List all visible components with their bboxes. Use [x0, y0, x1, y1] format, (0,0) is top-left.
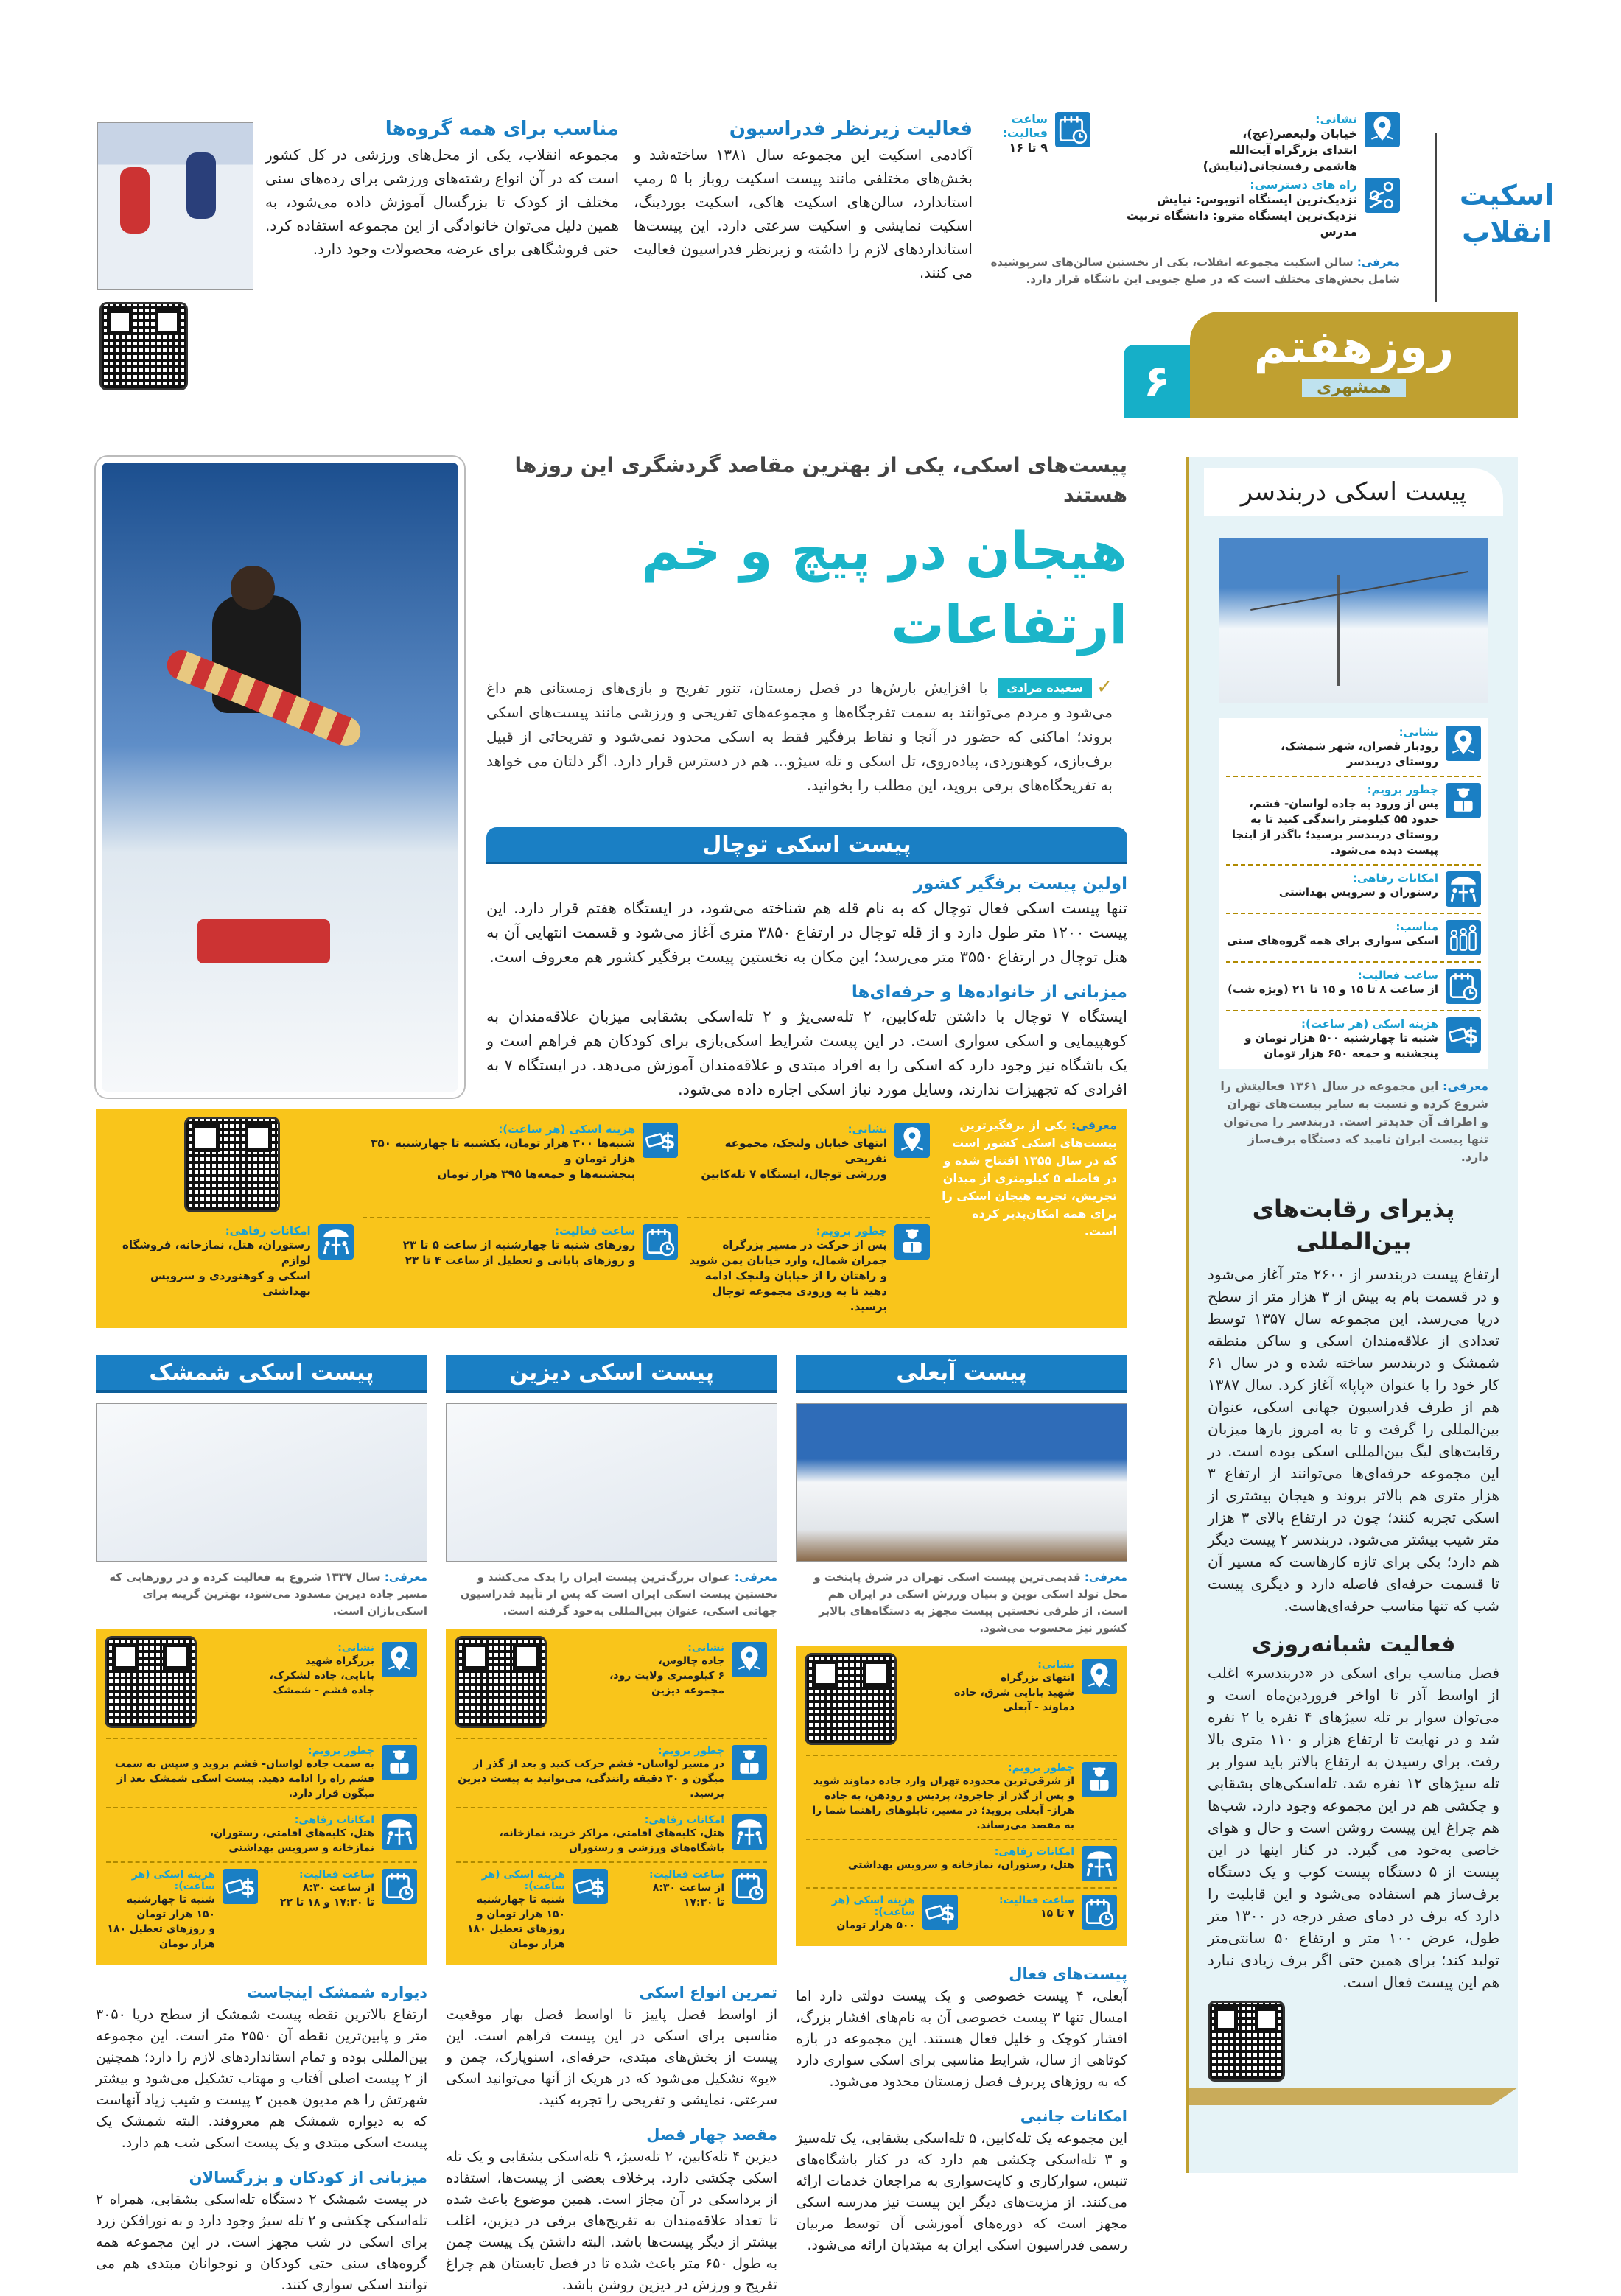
info-item [1226, 720, 1481, 777]
sidebar-title: پیست اسکی دربندسر [1240, 477, 1467, 507]
calendar-clock-icon [732, 1869, 767, 1904]
info-label: نشانی: [1398, 726, 1438, 739]
info-value: نزدیک‌ترین ایستگاه اتوبوس: نیایش نزدیک‌ترین ایستگاه مترو: دانشگاه تربیت مدرس [1126, 192, 1357, 239]
info-value: شنبه تا چهارشنبه ۱۵۰ هزار تومان و روزهای تعطیل ۱۸۰ هزار تومان [107, 1894, 215, 1950]
info-value: در مسیر لواسان- فشم حرکت کنید و بعد از گذر از میگون و ۳۰ دقیقه رانندگی، می‌توانید به پیست دیزین برسید. [458, 1758, 724, 1800]
section-heading: میزبانی از خانواده‌ها و حرفه‌ای‌ها [851, 983, 1127, 1002]
columns-row [96, 1355, 1127, 2296]
route-map-icon [1365, 178, 1400, 213]
sidebar-text-2: فصل مناسب برای اسکی در «دربندسر» اغلب از اواسط آذر تا اواخر فروردین‌ماه است و می‌توان سوار بر تله سیژهای ۴ نفره یا ۲ نفره شد و در نهایت تا ارتفاع هزار و ۱۱۰ متری بالا رفت. برای رسیدن به ارتفاع بالاتر باید سوار بر تله سیژهای ۱۲ نفره شد. تله‌اسکی‌های بشقابی و چکشی هم در این مجموعه وجود دارد. شب‌ها هم چراغ این پیست روشن است و حال و هوای خاصی به‌خود می گیرد. در کنار اینها در این پیست از ۵ دستگاه پیست کوب و یک دستگاه برف‌ساز هم استفاده می‌شود و این قابلیت را دارد که برف در دمای صفر درجه در ۱۳۰۰ متر طول، عرض ۱۰۰ متر و ارتفاع ۵۰ سانتی‌متر تولید کند؛ برای همین حتی اگر برف زیادی نبارد هم این پیست فعال است. [1208, 1664, 1500, 1991]
section-heading: تمرین انواع اسکی [639, 1984, 777, 2001]
column-qr-code[interactable] [455, 1636, 547, 1728]
info-text [456, 1814, 724, 1856]
section-text: مجموعه انقلاب، یکی از محل‌های ورزشی در کل کشور است که در آن انواع رشته‌های ورزشی برای رده‌های سنی مختلف از کودک تا بزرگسال آموزش داده می‌شود، به همین دلیل می‌توان خانوادگی از این مجموعه استفاده کرد. حتی فروشگاهی برای عرضه محصولات وجود دارد. [265, 146, 619, 258]
info-label: نشانی: [687, 1642, 724, 1654]
column-dizin [446, 1355, 777, 2296]
intro-label: معرفی: [734, 1570, 777, 1584]
info-value: پس از حرکت در مسیر بزرگراه چمران شمال، وارد خیابان یمن شوید و راهتان را از خیابان ولنجک ادامه دهید تا به ورودی مجموعه توچال برسید. [689, 1238, 887, 1313]
info-value: بزرگراه شهید بابایی، جاده لشکرک، جاده فشم - شمشک [269, 1655, 374, 1696]
location-pin-icon [1082, 1659, 1117, 1694]
info-value: هتل، رستوران، نمازخانه و سرویس بهداشتی [847, 1859, 1074, 1871]
intro-label: معرفی: [1356, 256, 1400, 269]
page-number-badge: ۶ [1124, 345, 1190, 418]
sidebar-info [1219, 718, 1488, 1069]
sidebar-heading-1: پذیرای رقابت‌های بین‌المللی [1252, 1195, 1455, 1255]
tochal-intro [940, 1117, 1117, 1321]
section-text: از اواسط فصل پاییز تا اواسط فصل بهار موقعیت مناسبی برای اسکی در این پیست فراهم است. این پیست از بخش‌های مبتدی، حرفه‌ای، اسنوپارک، چمن و «یو» تشکیل می‌شود که در هریک از آنها می‌توانید اسکی سرعتی، نمایشی و تفریحی را تجربه کنید. [446, 2007, 777, 2108]
info-item [1226, 1011, 1481, 1067]
info-label: چطور برویم: [1367, 783, 1438, 796]
tochal-info-box [96, 1109, 1127, 1328]
info-value: ۹ تا ۱۶ [1009, 141, 1048, 155]
info-label: چطور برویم: [1008, 1762, 1074, 1774]
snowboarder-photo [96, 457, 464, 1098]
svg-text:$: $ [590, 1875, 606, 1900]
section-text: در پیست شمشک ۲ دستگاه تله‌اسکی بشقابی، همراه ۲ تله‌اسکی چکشی و ۲ تله سیژ وجود دارد و به نورافکن زرد برای اسکی در شب مجهز است. در این مجموعه همه گروه‌های سنی حتی کودکان و نوجوانان مبتدی هم می توانند اسکی سواری کنند. [96, 2191, 427, 2293]
info-text [1226, 726, 1438, 770]
info-text [106, 1745, 374, 1801]
info-item [363, 1117, 679, 1218]
info-value: از شرقی‌ترین محدوده تهران وارد جاده دماوند شوید و پس از گذر از جاجرود، پردیس و رودهن، به جاده هراز- آبعلی بروید؛ در مسیر، تابلوهای راهنما شما را به مقصد می‌رساند. [812, 1775, 1074, 1831]
sidebar-title-bubble [1204, 468, 1503, 516]
darbandsar-photo [1219, 538, 1488, 703]
info-label: هزینه اسکی (هر ساعت): [831, 1895, 915, 1918]
traveler-map-icon [894, 1224, 930, 1260]
calendar-clock-icon [1055, 112, 1090, 147]
amenities-umbrella-icon [1082, 1846, 1117, 1881]
info-item [965, 1889, 1117, 1939]
hours-cost-row [106, 1863, 417, 1957]
ticket-cost-icon [922, 1895, 958, 1930]
info-value: خیابان ولیعصر(عج)، ابتدای بزرگراه آیت‌الله هاشمی رفسنجانی(نیایش) [1202, 127, 1357, 173]
info-item [1226, 866, 1481, 914]
info-label: امکانات رفاهی: [994, 1846, 1074, 1858]
author-badge-wrap [998, 676, 1113, 698]
info-item [806, 1840, 1117, 1889]
section-text: آبعلی، ۴ پیست خصوصی و یک پیست دولتی دارد اما امسال تنها ۳ پیست خصوصی آن به نام‌های افشار بزرگ، افشار کوچک و خلیل فعال هستند. این مجموعه در بازه کوتاهی از سال، شرایط مناسبی برای اسکی سواری دارد که به روزهای پربرف فصل زمستان محدود می‌شود. [796, 1988, 1128, 2090]
column-header: پیست اسکی دیزین [446, 1355, 777, 1393]
info-label: نشانی: [1315, 112, 1357, 126]
amenities-umbrella-icon [318, 1224, 354, 1260]
amenities-umbrella-icon [1446, 871, 1481, 907]
intro-label: معرفی: [1071, 1118, 1117, 1132]
info-text [1226, 920, 1438, 949]
tochal-body [486, 874, 1127, 1102]
ticket-cost-icon [573, 1869, 608, 1904]
info-text [456, 1745, 724, 1801]
info-item [987, 110, 1090, 158]
info-text [456, 1869, 565, 1951]
ticket-cost-icon [223, 1869, 258, 1904]
info-label: ساعت فعالیت: [649, 1869, 724, 1881]
info-value: به سمت جاده لواسان- فشم بروید و سپس به سمت فشم راه را ادامه دهید. پیست اسکی شمشک بعد از میگون قرار دارد. [114, 1758, 374, 1800]
calendar-clock-icon [382, 1869, 417, 1904]
info-item [106, 1739, 417, 1808]
section-text: ارتفاع بالاترین نقطه پیست شمشک از سطح دریا ۳۰۵۰ متر و پایین‌ترین نقطه آن ۲۵۵۰ متر است. این مجموعه بین‌المللی بوده و تمام استانداردهای لازم را دارد؛ همچنین از ۲ پیست اصلی آفتاب و مهتاب تشکیل می‌شود و بیشتر شهرتش را هم مدیون همین ۲ پیست و شیب زیاد آنهاست که به دیواره شمشک هم معروفند. البته شمشک یک پیست اسکی مبتدی و یک پیست اسکی شب هم دارد. [96, 2007, 427, 2151]
sidebar-qr-code[interactable] [1208, 2001, 1285, 2082]
info-label: هزینه اسکی (هر ساعت): [1301, 1017, 1438, 1031]
svg-text:$: $ [940, 1900, 956, 1926]
section-heading: دیواره شمشک اینجاست [246, 1984, 427, 2001]
info-item [1098, 110, 1400, 176]
info-label: امکانات رفاهی: [294, 1814, 374, 1826]
author-badge: سعیده مرادی [998, 678, 1092, 698]
info-item [687, 1218, 930, 1321]
intro-text: عنوان بزرگ‌ترین پیست ایران را یدک می‌کشد و نخستین پیست اسکی ایران است که پس از تأیید فدراسیون جهانی اسکی، عنوان بین‌المللی به‌خود گرفته است. [460, 1570, 777, 1618]
ticket-cost-icon [1446, 1017, 1481, 1053]
family-group-icon [1446, 920, 1481, 955]
info-label: چطور برویم: [658, 1745, 724, 1757]
info-text [363, 1123, 636, 1182]
column-info-box [796, 1646, 1127, 1946]
calendar-clock-icon [1446, 969, 1481, 1004]
section-heading: مناسب برای همه گروه‌ها [385, 118, 619, 140]
location-pin-icon [1365, 112, 1400, 147]
location-pin-icon [382, 1642, 417, 1677]
traveler-map-icon [1082, 1762, 1117, 1797]
info-text [806, 1895, 915, 1933]
intro-label: معرفی: [1084, 1570, 1127, 1584]
info-value: از ساعت ۸:۳۰ تا ۱۷:۳۰ و ۱۸ تا ۲۲ [279, 1882, 374, 1909]
section-heading: امکانات جانبی [1020, 2107, 1127, 2125]
main-flow [96, 451, 1127, 2296]
column-photo [96, 1403, 427, 1562]
section-text: تنها پیست اسکی فعال توچال که به نام قله هم شناخته می‌شود، در ایستگاه هفتم قرار دارد. این پیست ۱۲۰۰ متر طول دارد و از قله توچال در ارتفاع ۳۸۵۰ متری آغاز می‌شود و قسمت انتهایی آن به هتل توچال در ارتفاع ۳۵۵۰ متر می‌رسد؛ این مکان به نخستین پیست برفگیر کشور هم معروف است. [486, 899, 1127, 966]
column-intro [96, 1569, 427, 1620]
main-qr-code[interactable] [184, 1117, 280, 1212]
info-text [909, 1659, 1074, 1715]
column-header: پیست اسکی شمشک [96, 1355, 427, 1393]
skate-section [88, 103, 1621, 302]
info-item [1226, 777, 1481, 866]
svg-text:$: $ [1463, 1023, 1479, 1049]
article-right-column [486, 451, 1127, 1102]
traveler-map-icon [732, 1745, 767, 1780]
hours-cost-row [456, 1863, 767, 1957]
intro-label: معرفی: [1443, 1079, 1488, 1093]
info-label: امکانات رفاهی: [644, 1814, 724, 1826]
tochal-header: پیست اسکی توچال [486, 827, 1127, 864]
info-label: ساعت فعالیت: [1002, 112, 1048, 140]
intro-text: قدیمی‌ترین پیست اسکی تهران در شرق پایتخت و محل تولد اسکی نوین و بنیان ورزش اسکی در ایران هم است. از طرفی نخستین پیست مجهز به دستگاه‌های بالابر کشور نیز محسوب می‌شود. [813, 1570, 1127, 1635]
info-item [106, 1808, 417, 1863]
info-label: چطور برویم: [308, 1745, 374, 1757]
hockey-kids-photo [97, 122, 253, 290]
column-abali [796, 1355, 1127, 2256]
info-text [106, 1814, 374, 1856]
info-text [111, 1224, 311, 1299]
info-item [1226, 914, 1481, 963]
intro-label: معرفی: [384, 1570, 427, 1584]
info-text [1226, 969, 1438, 997]
info-value: شنبه تا چهارشنبه ۵۰۰ هزار تومان و پنجشنبه و جمعه ۶۵۰ هزار تومان [1244, 1031, 1438, 1060]
skate-section-all-groups [265, 118, 619, 261]
info-text [687, 1123, 887, 1182]
location-pin-icon [1446, 726, 1481, 761]
info-value: شنبه‌ها ۳۰۰ هزار تومان، یکشنبه تا چهارشنبه ۳۵۰ هزار تومان و پنجشنبه‌ها و جمعه‌ها ۳۹۵ هزار تومان [371, 1137, 636, 1181]
info-item [615, 1863, 767, 1957]
info-label: امکانات رفاهی: [225, 1224, 311, 1237]
info-item [456, 1863, 608, 1957]
section-heading: مقصد چهار فصل [646, 2126, 777, 2144]
info-item [111, 1218, 354, 1321]
tochal-info-grid [106, 1117, 930, 1321]
column-intro [796, 1569, 1127, 1637]
calendar-clock-icon [1082, 1895, 1117, 1930]
column-qr-code[interactable] [105, 1636, 197, 1728]
column-photo [446, 1403, 777, 1562]
info-text [806, 1762, 1074, 1833]
info-item [806, 1756, 1117, 1840]
info-text [1226, 871, 1438, 900]
info-text [687, 1224, 887, 1315]
info-text [106, 1869, 215, 1951]
info-label: نشانی: [847, 1123, 887, 1136]
info-item [363, 1218, 679, 1321]
info-item [456, 1739, 767, 1808]
info-value: پس از ورود به جاده لواسان- فشم، حدود ۵۵ کیلومتر رانندگی کنید تا به روستای دربندسر برسید؛ باگذر از اینجا پیست دیده می‌شود. [1231, 797, 1438, 857]
intro-text: این مجموعه در سال ۱۳۶۱ فعالیتش را شروع کرده و نسبت به سایر پیست‌های تهران و اطراف آن جدیدتر است. دربندسر را می‌توان تنها پیست ایران نامید که دستگاه برف‌ساز دارد. [1220, 1079, 1488, 1164]
intro-text: یکی از برفگیرترین پیست‌های اسکی کشور است که در سال ۱۳۵۵ افتتاح شده و در فاصله ۵ کیلومتری از میدان تجریش، تجربه هیجان اسکی را برای همه امکان‌پذیر کرده است. [942, 1118, 1117, 1238]
info-label: نشانی: [337, 1642, 374, 1654]
info-value: انتهای بزرگراه شهید بابایی شرق، جاده دماوند - آبعلی [954, 1672, 1074, 1713]
info-value: از ساعت ۸:۳۰ تا ۱۷:۳۰ [652, 1882, 724, 1909]
info-text [1098, 178, 1357, 240]
column-info-box [446, 1629, 777, 1965]
svg-text:$: $ [660, 1128, 676, 1154]
section-text: آکادمی اسکیت این مجموعه سال ۱۳۸۱ ساخته‌شد و بخش‌های مختلفی مانند پیست اسکیت روباز با ۵ رمپ استاندارد، سالن‌های اسکیت هاکی، اسکیت بوردینگ، اسکیت نمایشی و اسکیت سرعتی دارد. این پیست‌ها استانداردهای لازم را داشته و زیرنظر فدراسیون فعالیت می کنند. [634, 146, 973, 281]
info-text [806, 1846, 1074, 1872]
info-value: شنبه تا چهارشنبه ۱۵۰ هزار تومان و روزهای تعطیل ۱۸۰ هزار تومان [466, 1894, 565, 1950]
skate-section-federation [634, 118, 973, 284]
info-label: هزینه اسکی (هر ساعت): [498, 1123, 636, 1136]
info-label: ساعت فعالیت: [555, 1224, 636, 1237]
section-text: این مجموعه یک تله‌کابین، ۵ تله‌اسکی بشقابی، یک تله‌سیژ و ۳ تله‌اسکی چکشی هم دارد که در کنار باشگاه‌های تنیس، سوارکاری و کایت‌سواری به مراجعان خدمات ارائه می‌کنند. از مزیت‌های دیگر این پیست نیز مدرسه اسکی مجهز است که دوره‌های آموزشی آن توسط مربیان رسمی فدراسیون اسکی ایران به مبتدیان ارائه می‌شود. [796, 2130, 1128, 2253]
info-value: روزهای شنبه تا چهارشنبه از ساعت ۵ تا ۲۳ و روزهای پایانی و تعطیل از ساعت ۴ تا ۲۳ [402, 1238, 636, 1267]
column-photo [796, 1403, 1127, 1562]
info-label: ساعت فعالیت: [1357, 969, 1438, 982]
info-value: از ساعت ۸ تا ۱۵ و ۱۵ تا ۲۱ (ویژه شب) [1228, 983, 1438, 996]
info-value: رستوران و سرویس بهداشتی [1278, 885, 1438, 899]
article-lede-block [486, 676, 1127, 798]
info-item [106, 1863, 258, 1957]
location-pin-icon [732, 1642, 767, 1677]
info-text [363, 1224, 636, 1268]
skate-title: اسکیت انقلاب [1459, 179, 1555, 248]
info-value: رستوران، هتل، نمازخانه، فروشگاه لوازم اسکی و کوهنوردی و سرویس بهداشتی [122, 1238, 311, 1298]
info-value: هتل، کلبه‌های اقامتی، رستوران، نمازخانه و سرویس بهداشتی [209, 1828, 374, 1854]
info-value: رودبار قصران، شهر شمشک، روستای دربندسر [1281, 740, 1438, 768]
column-qr-code[interactable] [805, 1653, 897, 1745]
section-text: دیزین ۴ تله‌کابین، ۲ تله‌سیژ، ۹ تله‌اسکی بشقابی و یک تله اسکی چکشی دارد. برخلاف بعضی از پیست‌ها، استفاده از برداسکی در آن مجاز است. همین موضوع باعث شده تا تعداد علاقه‌مندان به تفریح‌های برفی در دیزین، اغلب بیشتر از دیگر پیست‌ها باشد. البته داشتن یک پیست چمن به طول ۶۵۰ متر باعث شده تا در فصل تابستان هم چراغ تفریح و ورزش در دیزین روشن باشد. [446, 2149, 777, 2293]
sidebar-heading-2: فعالیت شبانه‌روزی [1251, 1632, 1456, 1657]
sidebar-darbandsar [1186, 457, 1518, 2173]
section-heading: فعالیت زیرنظر فدراسیون [729, 118, 973, 140]
info-value: هتل، کلبه‌های اقامتی، مراکز خرید، نمازخانه، باشگاه‌های ورزشی و رستوران [499, 1828, 724, 1854]
column-header: پیست آبعلی [796, 1355, 1127, 1393]
column-intro [446, 1569, 777, 1620]
info-text [965, 1895, 1074, 1921]
info-text [615, 1869, 724, 1910]
amenities-umbrella-icon [732, 1814, 767, 1850]
info-value: انتهای خیابان ولنجک، مجموعه تفریحی ورزشی توچال، ایستگاه ۷ تله‌کابین [701, 1137, 887, 1181]
svg-text:$: $ [240, 1875, 256, 1900]
info-item [456, 1808, 767, 1863]
sidebar-footer-bar [1189, 2088, 1518, 2105]
info-item [1226, 963, 1481, 1011]
info-text [1098, 112, 1357, 175]
info-text [1226, 783, 1438, 858]
info-label: ساعت فعالیت: [299, 1869, 374, 1881]
skate-qr-code[interactable] [99, 302, 188, 390]
skate-intro [987, 254, 1400, 288]
traveler-map-icon [382, 1745, 417, 1780]
info-item [265, 1863, 417, 1957]
info-item [1098, 176, 1400, 242]
info-value: ۷ تا ۱۵ [1040, 1908, 1074, 1920]
info-label: راه های دسترسی: [1250, 178, 1357, 192]
article-lede: با افزایش بارش‌ها در فصل زمستان، تنور تفریح و بازی‌های زمستانی هم داغ می‌شود و مردم می‌توانند به سمت تفرجگاه‌ها و مجموعه‌های تفریحی و ورزشی مانند پیست‌های اسکی بروند؛ اماکنی که حضور در آنجا و نقاط برفگیر فقط به اسکی محدود نمی‌شود و تفریحاتی از قبیل برف‌بازی، کوهنوردی، پیاده‌روی، تل اسکی و تله سیژو... هم در دسترس قرار دارد. اگر دلتان می خواهد به تفریحگاه‌های برفی بروید، این مطلب را بخوانید. [486, 679, 1113, 794]
column-shemshak [96, 1355, 427, 2296]
section-heading: میزبانی از کودکان و بزرگسالان [189, 2169, 427, 2186]
ticket-cost-icon [643, 1123, 678, 1158]
info-text [209, 1642, 374, 1698]
intro-text: سالن اسکیت مجموعه انقلاب، یکی از نخستین سالن‌های سرپوشیده شامل بخش‌های مختلف است که در ضلع جنوبی این باشگاه قرار دارد. [990, 256, 1400, 286]
info-label: ساعت فعالیت: [999, 1895, 1074, 1906]
info-value: اسکی سواری برای همه گروه‌های سنی [1226, 934, 1438, 947]
info-label: چطور برویم: [816, 1224, 887, 1237]
info-label: نشانی: [1037, 1659, 1074, 1671]
info-text [559, 1642, 724, 1698]
amenities-umbrella-icon [382, 1814, 417, 1850]
location-pin-icon [894, 1123, 930, 1158]
info-label: هزینه اسکی (هر ساعت): [481, 1869, 565, 1892]
info-value: جاده چالوس، ۶ کیلومتری ولایت رود، مجموعه دیزین [609, 1655, 724, 1696]
info-label: امکانات رفاهی: [1352, 871, 1438, 885]
section-text: ایستگاه ۷ توچال با داشتن تله‌کابین، ۲ تله‌سی‌یژ و ۲ تله‌اسکی بشقابی میزبان علاقه‌مندان به کوهپیمایی و اسکی سواری است. در این پیست شرایط اسکی‌بازی برای کودکان هم فراهم است و یک باشگاه نیز وجود دارد که اسکی را به افراد مبتدی و علاقه‌مندان آموزش می‌دهد. در ایستگاه ۷ به افرادی که تجهیزات ندارند، وسایل مورد نیاز اسکی اجاره داده می‌شود. [486, 1008, 1128, 1098]
traveler-map-icon [1446, 783, 1481, 818]
section-heading: اولین پیست برفگیر کشور [913, 874, 1127, 894]
article-kicker: پیست‌های اسکی، یکی از بهترین مقاصد گردشگری این روزها هستند [514, 453, 1127, 507]
info-value: ۵۰۰ هزار تومان [836, 1920, 915, 1931]
info-label: هزینه اسکی (هر ساعت): [131, 1869, 215, 1892]
checkmark-icon: ✓ [1096, 676, 1113, 698]
info-text [1226, 1017, 1438, 1061]
article-top-row [96, 451, 1127, 1102]
intro-text: سال ۱۳۳۷ شروع به فعالیت کرده و در روزهایی که مسیر جاده دیزین مسدود می‌شود، بهترین گزینه برای اسکی‌بازان است. [109, 1570, 427, 1618]
sidebar-intro [1219, 1078, 1488, 1166]
info-label: مناسب: [1396, 920, 1438, 933]
logo-text: روزهفتم [1253, 320, 1454, 373]
info-item [806, 1889, 958, 1939]
newspaper-logo [1190, 312, 1518, 418]
section-heading: پیست‌های فعال [1009, 1965, 1127, 1983]
skate-divider [1435, 133, 1437, 302]
calendar-clock-icon [643, 1224, 678, 1260]
hours-cost-row [806, 1889, 1117, 1939]
info-text [987, 112, 1048, 156]
logo-subtitle: همشهری [1302, 379, 1406, 397]
info-item [687, 1117, 930, 1218]
column-info-box [96, 1629, 427, 1965]
sidebar-text-1: ارتفاع پیست دربندسر از ۲۶۰۰ متر آغاز می‌شود و در قسمت بام به بیش از ۳ هزار متر از سطح دریا می‌رسد. این مجموعه سال ۱۳۵۷ توسط تعدادی از علاقه‌مندان اسکی و ساکن منطقه شمشک و دربندسر ساخته شده و در سال ۶۱ کار خود را با عنوان «پاپا» آغاز کرد. سال ۱۳۸۷ هم از طرف فدراسیون جهانی اسکی، عنوان بین‌المللی را گرفت و تا به امروز بارها میزبان رقابت‌های لیگ بین‌المللی اسکی بوده است. در این مجموعه حرفه‌ای‌ها می‌توانند از ارتفاع ۳ هزار متری هم بالاتر بروند و هیجان بیشتری از اسکی تجربه کنند؛ چون در ارتفاع بالای ۳ هزار متر شیب بیشتر می‌شود. دربندسر ۲ پیست دیگر هم دارد؛ یکی برای تازه کارهاست که مسیر آن تا قسمت حرفه‌ای فاصله دارد و دیگری پیست شب که تنها مناسب حرفه‌ای‌هاست. [1208, 1265, 1500, 1615]
article-title: هیجان در پیچ و خم ارتفاعات [641, 520, 1127, 656]
info-text [265, 1869, 374, 1910]
skate-info [987, 110, 1400, 250]
